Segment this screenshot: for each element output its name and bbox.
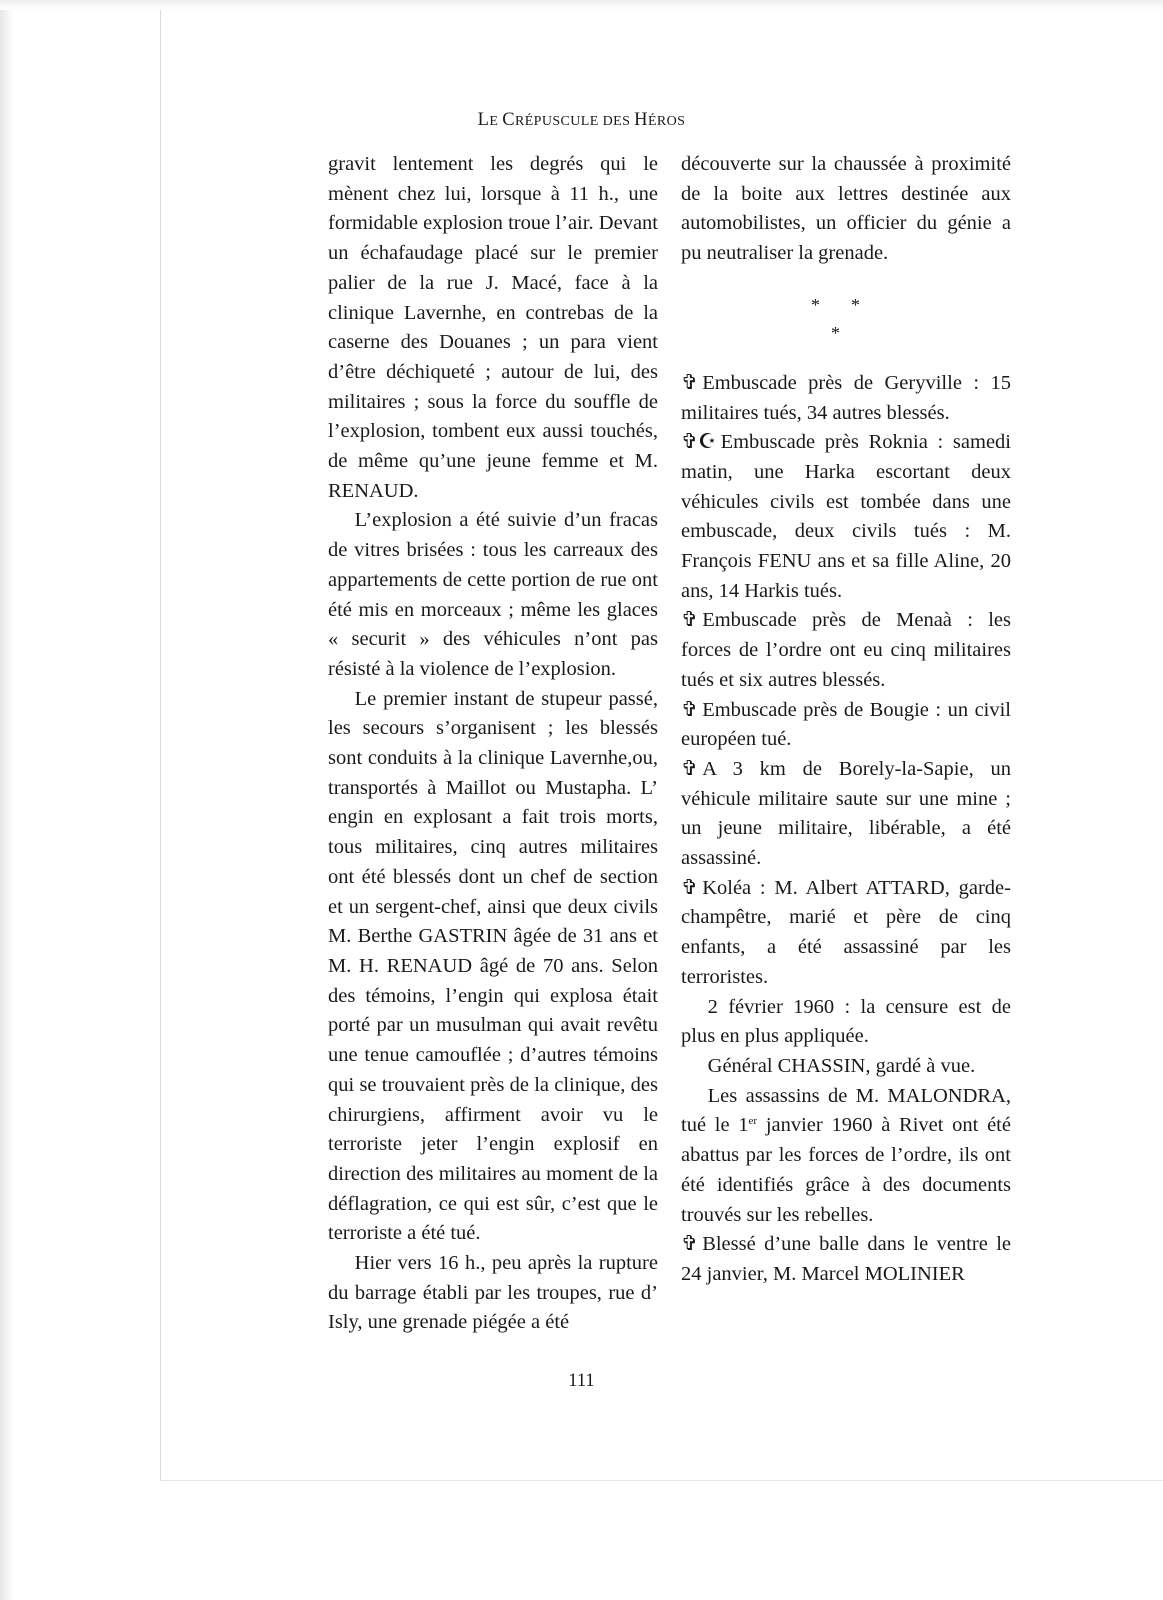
right-column bbox=[681, 150, 1011, 1290]
paragraph bbox=[681, 1082, 1011, 1231]
running-head bbox=[0, 110, 1163, 131]
paragraph: Le premier instant de stupeur passé, les secours s’organisent ; les blessés sont conduits à la clinique Lavernhe,ou, transportés à Maillot ou Mustapha. L’ engin en explosant a fait trois morts, tous militaires, cinq autres militaires ont été blessés dont un chef de section et un sergent-chef, ainsi que deux civils M. Berthe GASTRIN âgée de 31 ans et M. H. RENAUD âgé de 70 ans. Selon des témoins, l’engin qui explosa était porté par un musulman qui avait revêtu une tenue camouflée ; d’autres témoins qui se trouvaient près de la clinique, des chirurgiens, affirment avoir vu le terroriste jeter l’engin explosif en direction des militaires au moment de la déflagration, ce qui est sûr, c’est que le terroriste a été tué. bbox=[328, 687, 658, 1245]
cross-icon: ✞ bbox=[681, 876, 699, 899]
scan-top-shadow bbox=[0, 0, 1163, 10]
entry-text: Embuscade près de Bougie : un civil européen tué. bbox=[681, 698, 1011, 751]
paragraph: découverte sur la chaussée à proximité de la boite aux lettres destinée aux automobilistes, un officier du génie a pu neutraliser la grenade. bbox=[681, 153, 1011, 265]
cross-crescent-icon: ✞☪ bbox=[681, 431, 717, 454]
paragraph-text: janvier 1960 à Rivet ont été abattus par les forces de l’ordre, ils ont été identifiés grâce à des documents trouvés sur les rebelles. bbox=[681, 1114, 1011, 1226]
cross-icon: ✞ bbox=[681, 609, 699, 632]
scan-edge-shadow bbox=[0, 0, 14, 1600]
section-separator bbox=[681, 291, 1011, 351]
paragraph: Général CHASSIN, gardé à vue. bbox=[707, 1054, 976, 1077]
running-head-letter: H bbox=[634, 110, 648, 130]
running-head-smallcaps: ÉROS bbox=[647, 114, 686, 129]
news-entry bbox=[681, 428, 1011, 606]
news-entry bbox=[681, 874, 1011, 993]
page-number: 111 bbox=[568, 1371, 595, 1391]
entry-text: Embuscade près de Menaà : les forces de l’ordre ont eu cinq militaires tués et six autres blessés. bbox=[681, 609, 1011, 691]
entry-text: A 3 km de Borely-la-Sapie, un véhicule militaire saute sur une mine ; un jeune militaire, libérable, a été assassiné. bbox=[681, 757, 1011, 870]
news-entry bbox=[681, 369, 1011, 428]
paragraph: 2 février 1960 : la censure est de plus en plus appliquée. bbox=[681, 995, 1011, 1048]
page-sheet bbox=[160, 10, 1163, 1481]
paragraph: Hier vers 16 h., peu après la rupture du barrage établi par les troupes, rue d’ Isly, une grenade piégée a été bbox=[328, 1252, 658, 1334]
cross-icon: ✞ bbox=[681, 1233, 699, 1256]
entry-text: Embuscade près de Geryville : 15 militaires tués, 34 autres blessés. bbox=[681, 371, 1011, 424]
entry-text: Embuscade près Roknia : samedi matin, une Harka escortant deux véhicules civils est tombée dans une embuscade, deux civils tués : M. François FENU ans et sa fille Aline, 20 ans, 14 Harkis tués. bbox=[681, 431, 1011, 602]
paragraph-text: Les assassins de M. MALONDRA, tué le 1 bbox=[681, 1084, 1011, 1137]
paragraph: L’explosion a été suivie d’un fracas de vitres brisées : tous les carreaux des appartements de cette portion de rue ont été mis en morceaux ; même les glaces « securit » des véhicules n’ont pas résisté à la violence de l’explosion. bbox=[328, 509, 658, 680]
cross-icon: ✞ bbox=[681, 757, 699, 780]
news-entry bbox=[681, 606, 1011, 695]
entry-text: Blessé d’une balle dans le ventre le 24 janvier, M. Marcel MOLINIER bbox=[681, 1233, 1011, 1285]
running-head-letter: C bbox=[502, 110, 515, 130]
entry-text: Koléa : M. Albert ATTARD, garde-champêtre, marié et père de cinq enfants, a été assassiné par les terroristes. bbox=[681, 876, 1011, 988]
cross-icon: ✞ bbox=[681, 698, 699, 721]
separator-star: * bbox=[851, 294, 860, 315]
running-head-letter: L bbox=[477, 110, 490, 130]
cross-icon: ✞ bbox=[681, 371, 699, 394]
separator-star: * bbox=[831, 322, 840, 343]
news-entry bbox=[681, 696, 1011, 755]
running-head-smallcaps: E bbox=[489, 114, 503, 129]
separator-star: * bbox=[811, 294, 820, 315]
running-head-smallcaps: RÉPUSCULE DES bbox=[514, 114, 635, 129]
ordinal-superscript: er bbox=[748, 1115, 758, 1128]
paragraph: gravit lentement les degrés qui le mènent chez lui, lorsque à 11 h., une formidable explosion troue l’air. Devant un échafaudage placé sur le premier palier de la rue J. Macé, face à la clinique Lavernhe, en contrebas de la caserne des Douanes ; un para vient d’être déchiqueté ; autour de lui, des militaires ; sous la force du souffle de l’explosion, tombent eux aussi touchés, de même qu’une jeune femme et M. RENAUD. bbox=[328, 153, 658, 502]
news-entry bbox=[681, 1230, 1011, 1289]
left-column bbox=[328, 150, 658, 1338]
news-entry bbox=[681, 755, 1011, 874]
